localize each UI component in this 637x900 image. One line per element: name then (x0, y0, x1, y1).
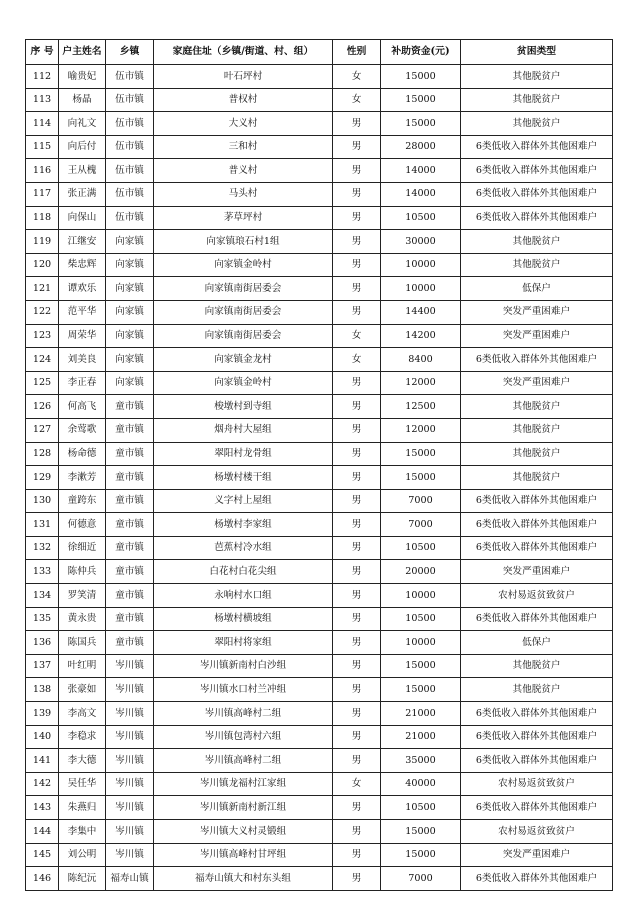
cell-type: 6类低收入群体外其他困难户 (461, 513, 613, 537)
cell-gender: 男 (333, 277, 381, 301)
table-row (26, 112, 613, 136)
cell-town: 童市镇 (106, 560, 154, 584)
table-row (26, 253, 613, 277)
cell-no: 112 (26, 65, 59, 89)
cell-fund: 10000 (381, 253, 461, 277)
cell-name: 杨命德 (59, 442, 106, 466)
cell-town: 童市镇 (106, 395, 154, 419)
cell-address: 三和村 (154, 135, 333, 159)
cell-address: 向家镇南街居委会 (154, 277, 333, 301)
cell-gender: 女 (333, 65, 381, 89)
cell-type: 6类低收入群体外其他困难户 (461, 489, 613, 513)
table-row (26, 159, 613, 183)
cell-no: 137 (26, 654, 59, 678)
cell-town: 童市镇 (106, 584, 154, 608)
cell-gender: 男 (333, 560, 381, 584)
cell-fund: 10500 (381, 206, 461, 230)
cell-gender: 男 (333, 796, 381, 820)
cell-name: 陈仲兵 (59, 560, 106, 584)
cell-gender: 男 (333, 820, 381, 844)
cell-name: 周荣华 (59, 324, 106, 348)
cell-gender: 男 (333, 395, 381, 419)
cell-name: 向后付 (59, 135, 106, 159)
cell-type: 低保户 (461, 277, 613, 301)
table-row (26, 749, 613, 773)
cell-town: 岑川镇 (106, 843, 154, 867)
cell-address: 杨墩村李家组 (154, 513, 333, 537)
cell-name: 柴忠辉 (59, 253, 106, 277)
cell-type: 6类低收入群体外其他困难户 (461, 725, 613, 749)
cell-type: 突发严重困难户 (461, 371, 613, 395)
cell-address: 岑川镇包湾村六组 (154, 725, 333, 749)
cell-name: 童跨东 (59, 489, 106, 513)
cell-fund: 28000 (381, 135, 461, 159)
cell-name: 刘美良 (59, 348, 106, 372)
cell-gender: 男 (333, 867, 381, 891)
cell-name: 朱燕归 (59, 796, 106, 820)
cell-no: 122 (26, 300, 59, 324)
cell-address: 岑川镇新南村新江组 (154, 796, 333, 820)
cell-gender: 男 (333, 702, 381, 726)
cell-name: 余莺歌 (59, 418, 106, 442)
subsidy-table (25, 39, 613, 891)
table-row (26, 843, 613, 867)
cell-address: 翠阳村龙骨组 (154, 442, 333, 466)
cell-no: 114 (26, 112, 59, 136)
cell-gender: 男 (333, 843, 381, 867)
cell-name: 陈国兵 (59, 631, 106, 655)
table-row (26, 135, 613, 159)
cell-type: 低保户 (461, 631, 613, 655)
cell-gender: 女 (333, 324, 381, 348)
cell-address: 茅草坪村 (154, 206, 333, 230)
cell-no: 135 (26, 607, 59, 631)
cell-name: 李正春 (59, 371, 106, 395)
table-row (26, 536, 613, 560)
cell-type: 6类低收入群体外其他困难户 (461, 867, 613, 891)
cell-gender: 男 (333, 418, 381, 442)
cell-fund: 20000 (381, 560, 461, 584)
table-row (26, 348, 613, 372)
cell-no: 138 (26, 678, 59, 702)
cell-fund: 7000 (381, 513, 461, 537)
cell-no: 145 (26, 843, 59, 867)
table-row (26, 560, 613, 584)
cell-no: 124 (26, 348, 59, 372)
cell-no: 115 (26, 135, 59, 159)
cell-fund: 10500 (381, 536, 461, 560)
cell-no: 121 (26, 277, 59, 301)
cell-no: 141 (26, 749, 59, 773)
cell-gender: 男 (333, 371, 381, 395)
cell-no: 134 (26, 584, 59, 608)
cell-no: 113 (26, 88, 59, 112)
cell-address: 向家镇金龙村 (154, 348, 333, 372)
cell-address: 向家镇金岭村 (154, 371, 333, 395)
table-row (26, 702, 613, 726)
table-row (26, 584, 613, 608)
cell-no: 143 (26, 796, 59, 820)
cell-town: 岑川镇 (106, 749, 154, 773)
cell-address: 福寿山镇大和村东头组 (154, 867, 333, 891)
cell-name: 李集中 (59, 820, 106, 844)
cell-type: 其他脱贫户 (461, 654, 613, 678)
cell-fund: 15000 (381, 654, 461, 678)
cell-gender: 男 (333, 607, 381, 631)
cell-town: 童市镇 (106, 631, 154, 655)
cell-type: 6类低收入群体外其他困难户 (461, 159, 613, 183)
cell-address: 杨墩村楼干组 (154, 466, 333, 490)
table-row (26, 489, 613, 513)
cell-town: 岑川镇 (106, 772, 154, 796)
cell-type: 6类低收入群体外其他困难户 (461, 135, 613, 159)
table-row (26, 324, 613, 348)
header-town: 乡镇 (106, 40, 154, 65)
cell-type: 6类低收入群体外其他困难户 (461, 749, 613, 773)
cell-fund: 21000 (381, 725, 461, 749)
cell-no: 118 (26, 206, 59, 230)
cell-name: 杨晶 (59, 88, 106, 112)
cell-address: 岑川镇新南村白沙组 (154, 654, 333, 678)
cell-town: 童市镇 (106, 607, 154, 631)
cell-name: 李高文 (59, 702, 106, 726)
cell-town: 向家镇 (106, 230, 154, 254)
table-row (26, 772, 613, 796)
cell-type: 突发严重困难户 (461, 843, 613, 867)
cell-town: 向家镇 (106, 300, 154, 324)
table-row (26, 867, 613, 891)
cell-town: 向家镇 (106, 348, 154, 372)
header-name: 户主姓名 (59, 40, 106, 65)
cell-address: 普义村 (154, 159, 333, 183)
cell-fund: 10000 (381, 631, 461, 655)
cell-gender: 男 (333, 631, 381, 655)
table-row (26, 230, 613, 254)
cell-town: 岑川镇 (106, 678, 154, 702)
cell-town: 伍市镇 (106, 135, 154, 159)
cell-address: 向家镇金岭村 (154, 253, 333, 277)
cell-town: 童市镇 (106, 466, 154, 490)
table-row (26, 277, 613, 301)
cell-gender: 男 (333, 206, 381, 230)
cell-town: 岑川镇 (106, 820, 154, 844)
table-row (26, 182, 613, 206)
cell-gender: 男 (333, 489, 381, 513)
header-no: 序 号 (26, 40, 59, 65)
cell-no: 129 (26, 466, 59, 490)
cell-name: 王从槐 (59, 159, 106, 183)
cell-type: 农村易返贫致贫户 (461, 584, 613, 608)
cell-name: 李漱芳 (59, 466, 106, 490)
header-address: 家庭住址（乡镇/街道、村、组） (154, 40, 333, 65)
cell-gender: 男 (333, 442, 381, 466)
cell-address: 岑川镇大义村灵锻组 (154, 820, 333, 844)
cell-type: 6类低收入群体外其他困难户 (461, 348, 613, 372)
table-row (26, 513, 613, 537)
cell-no: 123 (26, 324, 59, 348)
cell-type: 其他脱贫户 (461, 88, 613, 112)
cell-fund: 15000 (381, 65, 461, 89)
cell-fund: 12500 (381, 395, 461, 419)
cell-town: 伍市镇 (106, 88, 154, 112)
cell-town: 岑川镇 (106, 702, 154, 726)
cell-town: 童市镇 (106, 536, 154, 560)
cell-gender: 男 (333, 112, 381, 136)
cell-gender: 男 (333, 536, 381, 560)
cell-type: 突发严重困难户 (461, 300, 613, 324)
table-row (26, 607, 613, 631)
cell-gender: 男 (333, 159, 381, 183)
cell-no: 128 (26, 442, 59, 466)
cell-no: 126 (26, 395, 59, 419)
table-body (26, 65, 613, 891)
cell-town: 伍市镇 (106, 206, 154, 230)
cell-town: 岑川镇 (106, 725, 154, 749)
cell-town: 伍市镇 (106, 159, 154, 183)
cell-name: 向保山 (59, 206, 106, 230)
cell-address: 翠阳村将家组 (154, 631, 333, 655)
table-row (26, 442, 613, 466)
cell-fund: 15000 (381, 678, 461, 702)
cell-fund: 14200 (381, 324, 461, 348)
cell-fund: 30000 (381, 230, 461, 254)
cell-address: 岑川镇龙福村江家组 (154, 772, 333, 796)
cell-address: 义字村上屋组 (154, 489, 333, 513)
cell-address: 岑川镇高峰村二组 (154, 749, 333, 773)
cell-gender: 男 (333, 230, 381, 254)
cell-type: 其他脱贫户 (461, 253, 613, 277)
cell-address: 叶石坪村 (154, 65, 333, 89)
cell-gender: 男 (333, 253, 381, 277)
cell-address: 白花村白花尖组 (154, 560, 333, 584)
cell-town: 向家镇 (106, 277, 154, 301)
cell-name: 叶红明 (59, 654, 106, 678)
cell-fund: 10000 (381, 584, 461, 608)
cell-name: 陈纪沅 (59, 867, 106, 891)
cell-no: 140 (26, 725, 59, 749)
cell-address: 杨墩村横坡组 (154, 607, 333, 631)
cell-gender: 男 (333, 678, 381, 702)
cell-no: 133 (26, 560, 59, 584)
cell-address: 向家镇琅石村1组 (154, 230, 333, 254)
header-gender: 性别 (333, 40, 381, 65)
cell-name: 何高飞 (59, 395, 106, 419)
cell-name: 张正满 (59, 182, 106, 206)
cell-no: 132 (26, 536, 59, 560)
cell-address: 向家镇南街居委会 (154, 324, 333, 348)
table-row (26, 820, 613, 844)
cell-type: 其他脱贫户 (461, 230, 613, 254)
cell-town: 伍市镇 (106, 65, 154, 89)
cell-fund: 15000 (381, 820, 461, 844)
cell-town: 向家镇 (106, 253, 154, 277)
cell-name: 徐细近 (59, 536, 106, 560)
cell-type: 突发严重困难户 (461, 324, 613, 348)
cell-type: 其他脱贫户 (461, 395, 613, 419)
cell-no: 120 (26, 253, 59, 277)
table-row (26, 678, 613, 702)
table-row (26, 466, 613, 490)
cell-gender: 男 (333, 182, 381, 206)
cell-type: 6类低收入群体外其他困难户 (461, 206, 613, 230)
cell-no: 131 (26, 513, 59, 537)
cell-fund: 12000 (381, 371, 461, 395)
cell-no: 139 (26, 702, 59, 726)
cell-town: 伍市镇 (106, 112, 154, 136)
cell-address: 岑川镇水口村兰冲组 (154, 678, 333, 702)
cell-no: 130 (26, 489, 59, 513)
cell-gender: 女 (333, 348, 381, 372)
cell-name: 刘公明 (59, 843, 106, 867)
cell-name: 向礼文 (59, 112, 106, 136)
cell-name: 江继安 (59, 230, 106, 254)
cell-town: 童市镇 (106, 489, 154, 513)
header-type: 贫困类型 (461, 40, 613, 65)
cell-name: 谭欢乐 (59, 277, 106, 301)
cell-fund: 15000 (381, 466, 461, 490)
table-row (26, 631, 613, 655)
cell-address: 梭墩村到寺组 (154, 395, 333, 419)
cell-address: 烟舟村大屋组 (154, 418, 333, 442)
cell-address: 岑川镇高峰村二组 (154, 702, 333, 726)
cell-fund: 7000 (381, 867, 461, 891)
cell-name: 罗笑清 (59, 584, 106, 608)
table-row (26, 418, 613, 442)
cell-gender: 男 (333, 466, 381, 490)
cell-fund: 40000 (381, 772, 461, 796)
cell-gender: 女 (333, 88, 381, 112)
cell-gender: 男 (333, 584, 381, 608)
cell-fund: 21000 (381, 702, 461, 726)
cell-type: 6类低收入群体外其他困难户 (461, 796, 613, 820)
cell-gender: 男 (333, 725, 381, 749)
cell-name: 张豪如 (59, 678, 106, 702)
cell-fund: 15000 (381, 442, 461, 466)
cell-no: 116 (26, 159, 59, 183)
cell-address: 向家镇南街居委会 (154, 300, 333, 324)
cell-address: 岑川镇高峰村甘坪组 (154, 843, 333, 867)
table-row (26, 725, 613, 749)
header-fund: 补助资金(元) (381, 40, 461, 65)
cell-gender: 男 (333, 513, 381, 537)
cell-type: 其他脱贫户 (461, 442, 613, 466)
cell-fund: 7000 (381, 489, 461, 513)
cell-fund: 8400 (381, 348, 461, 372)
cell-type: 其他脱贫户 (461, 678, 613, 702)
table-row (26, 88, 613, 112)
cell-no: 146 (26, 867, 59, 891)
cell-no: 144 (26, 820, 59, 844)
cell-gender: 男 (333, 654, 381, 678)
cell-fund: 12000 (381, 418, 461, 442)
cell-type: 6类低收入群体外其他困难户 (461, 607, 613, 631)
table-row (26, 371, 613, 395)
cell-town: 向家镇 (106, 371, 154, 395)
cell-name: 李稳求 (59, 725, 106, 749)
cell-type: 突发严重困难户 (461, 560, 613, 584)
cell-fund: 14000 (381, 159, 461, 183)
cell-no: 125 (26, 371, 59, 395)
cell-town: 岑川镇 (106, 654, 154, 678)
cell-town: 福寿山镇 (106, 867, 154, 891)
table-row (26, 300, 613, 324)
cell-type: 农村易返贫致贫户 (461, 772, 613, 796)
cell-type: 其他脱贫户 (461, 418, 613, 442)
cell-fund: 35000 (381, 749, 461, 773)
cell-type: 6类低收入群体外其他困难户 (461, 702, 613, 726)
cell-type: 农村易返贫致贫户 (461, 820, 613, 844)
cell-fund: 14000 (381, 182, 461, 206)
cell-gender: 女 (333, 772, 381, 796)
cell-fund: 10500 (381, 607, 461, 631)
cell-gender: 男 (333, 300, 381, 324)
cell-no: 142 (26, 772, 59, 796)
cell-town: 童市镇 (106, 513, 154, 537)
cell-address: 芭蕉村冷水组 (154, 536, 333, 560)
cell-town: 童市镇 (106, 418, 154, 442)
cell-name: 吴任华 (59, 772, 106, 796)
cell-fund: 10000 (381, 277, 461, 301)
cell-town: 向家镇 (106, 324, 154, 348)
cell-type: 其他脱贫户 (461, 466, 613, 490)
cell-fund: 15000 (381, 88, 461, 112)
table-row (26, 206, 613, 230)
cell-address: 马头村 (154, 182, 333, 206)
cell-type: 6类低收入群体外其他困难户 (461, 182, 613, 206)
cell-no: 117 (26, 182, 59, 206)
cell-address: 普权村 (154, 88, 333, 112)
cell-fund: 15000 (381, 112, 461, 136)
cell-town: 伍市镇 (106, 182, 154, 206)
table-row (26, 65, 613, 89)
cell-no: 119 (26, 230, 59, 254)
cell-fund: 14400 (381, 300, 461, 324)
cell-gender: 男 (333, 749, 381, 773)
table-row (26, 395, 613, 419)
cell-address: 永响村水口组 (154, 584, 333, 608)
cell-type: 其他脱贫户 (461, 112, 613, 136)
cell-fund: 10500 (381, 796, 461, 820)
cell-town: 岑川镇 (106, 796, 154, 820)
header-row (26, 40, 613, 65)
cell-name: 黄永贵 (59, 607, 106, 631)
cell-fund: 15000 (381, 843, 461, 867)
cell-town: 童市镇 (106, 442, 154, 466)
cell-gender: 男 (333, 135, 381, 159)
cell-address: 大义村 (154, 112, 333, 136)
cell-no: 127 (26, 418, 59, 442)
cell-name: 李大德 (59, 749, 106, 773)
cell-type: 其他脱贫户 (461, 65, 613, 89)
table-row (26, 796, 613, 820)
cell-type: 6类低收入群体外其他困难户 (461, 536, 613, 560)
cell-name: 喻贵妃 (59, 65, 106, 89)
cell-name: 范平华 (59, 300, 106, 324)
cell-name: 何德意 (59, 513, 106, 537)
table-row (26, 654, 613, 678)
cell-no: 136 (26, 631, 59, 655)
